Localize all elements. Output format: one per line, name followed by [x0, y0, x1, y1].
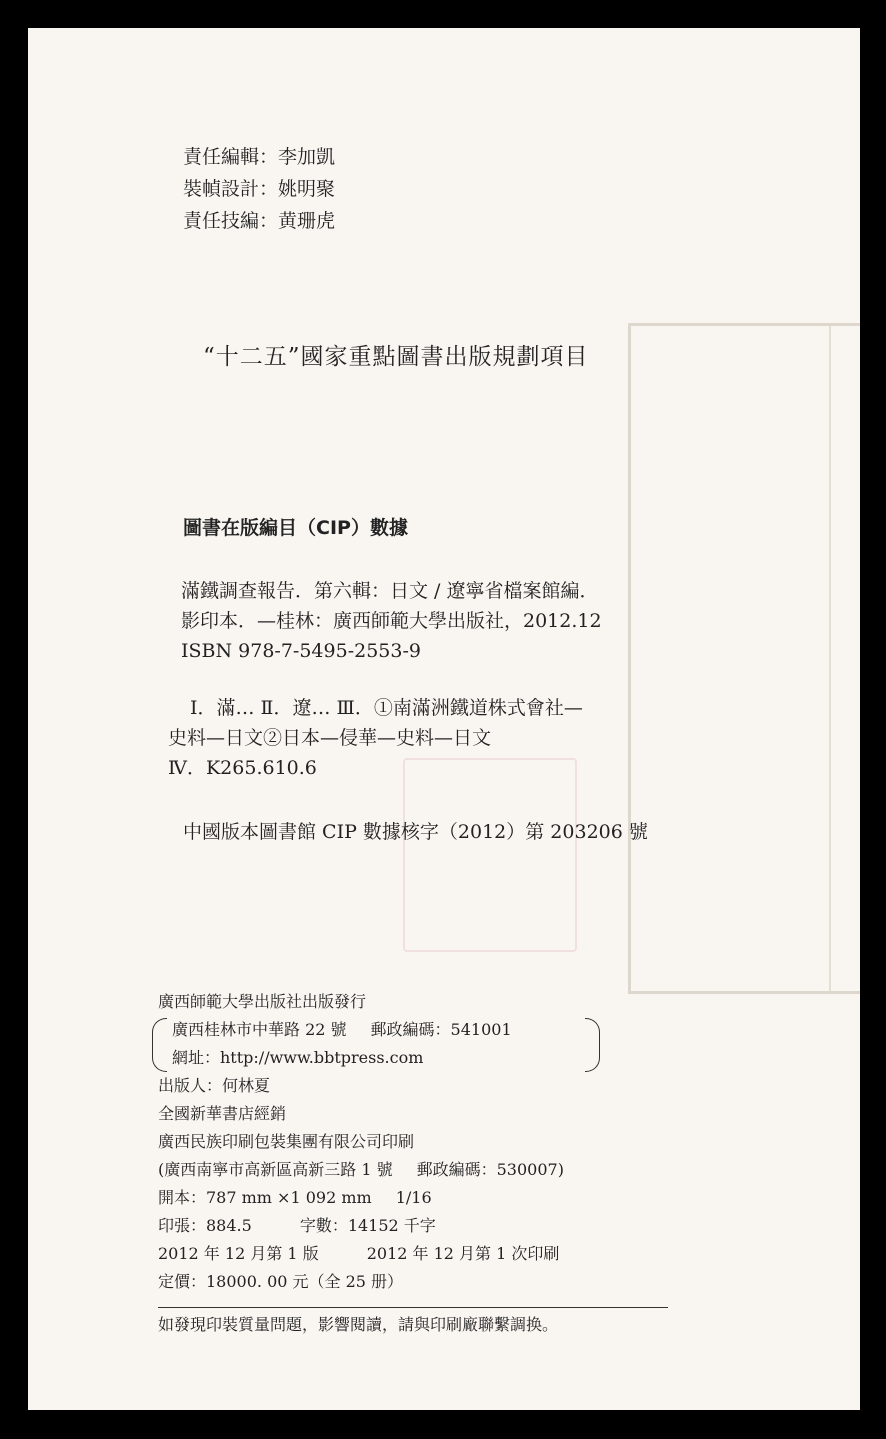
price: 定價：18000. 00 元（全 25 册） — [158, 1272, 404, 1291]
cip-class-1: Ⅰ．滿… Ⅱ．遼… Ⅲ．①南滿洲鐵道株式會社— — [190, 697, 583, 719]
printed-sheets: 印張：884.5 — [158, 1216, 252, 1235]
credit-design: 裝幀設計：姚明聚 — [183, 178, 336, 200]
edition: 2012 年 12 月第 1 版 — [158, 1244, 319, 1263]
bleed-through-cover — [628, 323, 860, 994]
credit-editor: 責任編輯：李加凱 — [183, 146, 336, 168]
credit-technical: 責任技編：黄珊虎 — [183, 210, 336, 232]
publisher-issuer: 廣西師範大學出版社出版發行 — [158, 992, 367, 1011]
publisher-printer: 廣西民族印刷包裝集團有限公司印刷 — [158, 1132, 415, 1151]
sheets-row — [158, 1212, 564, 1240]
publisher-person: 出版人：何林夏 — [158, 1076, 271, 1095]
cip-verification-code: 中國版本圖書館 CIP 數據核字（2012）第 203206 號 — [183, 821, 648, 843]
publisher-address: 廣西桂林市中華路 22 號 — [172, 1020, 347, 1039]
cip-class-3: Ⅳ．K265.610.6 — [168, 757, 317, 779]
right-bracket — [585, 1018, 600, 1072]
cip-isbn: ISBN 978-7-5495-2553-9 — [181, 640, 421, 662]
credits-block — [183, 141, 335, 237]
publisher-website: 網址：http://www.bbtpress.com — [172, 1048, 424, 1067]
printing: 2012 年 12 月第 1 次印刷 — [366, 1244, 560, 1263]
publisher-block — [158, 988, 564, 1296]
project-title: “十二五”國家重點圖書出版規劃項目 — [203, 344, 589, 370]
cip-classification — [168, 693, 583, 783]
publisher-distribution: 全國新華書店經銷 — [158, 1104, 287, 1123]
quality-notice: 如發現印裝質量問題，影響閱讀，請與印刷廠聯繫調换。 — [158, 1315, 559, 1334]
printer-address: (廣西南寧市高新區高新三路 1 號 — [158, 1160, 393, 1179]
cip-record — [181, 576, 602, 666]
edition-row — [158, 1240, 564, 1268]
divider-line — [158, 1307, 668, 1308]
copyright-page — [28, 28, 860, 1410]
publisher-address-row — [158, 1016, 564, 1044]
book-format-fraction: 1/16 — [395, 1188, 432, 1207]
word-count: 字數：14152 千字 — [299, 1216, 436, 1235]
cip-line-2: 影印本．—桂林：廣西師範大學出版社，2012.12 — [181, 610, 602, 632]
publisher-postcode: 郵政編碼：541001 — [370, 1020, 512, 1039]
format-row — [158, 1184, 564, 1212]
cip-heading: 圖書在版編目（CIP）數據 — [183, 517, 408, 539]
bleed-through-seal — [403, 758, 577, 952]
book-format: 開本：787 mm ×1 092 mm — [158, 1188, 372, 1207]
cip-class-2: 史料—日文②日本—侵華—史料—日文 — [168, 727, 492, 749]
bleed-through-spine — [829, 326, 860, 991]
printer-address-row — [158, 1156, 564, 1184]
cip-line-1: 滿鐵調查報告．第六輯：日文 / 遼寧省檔案館編． — [181, 580, 599, 602]
printer-postcode: 郵政編碼：530007) — [416, 1160, 564, 1179]
